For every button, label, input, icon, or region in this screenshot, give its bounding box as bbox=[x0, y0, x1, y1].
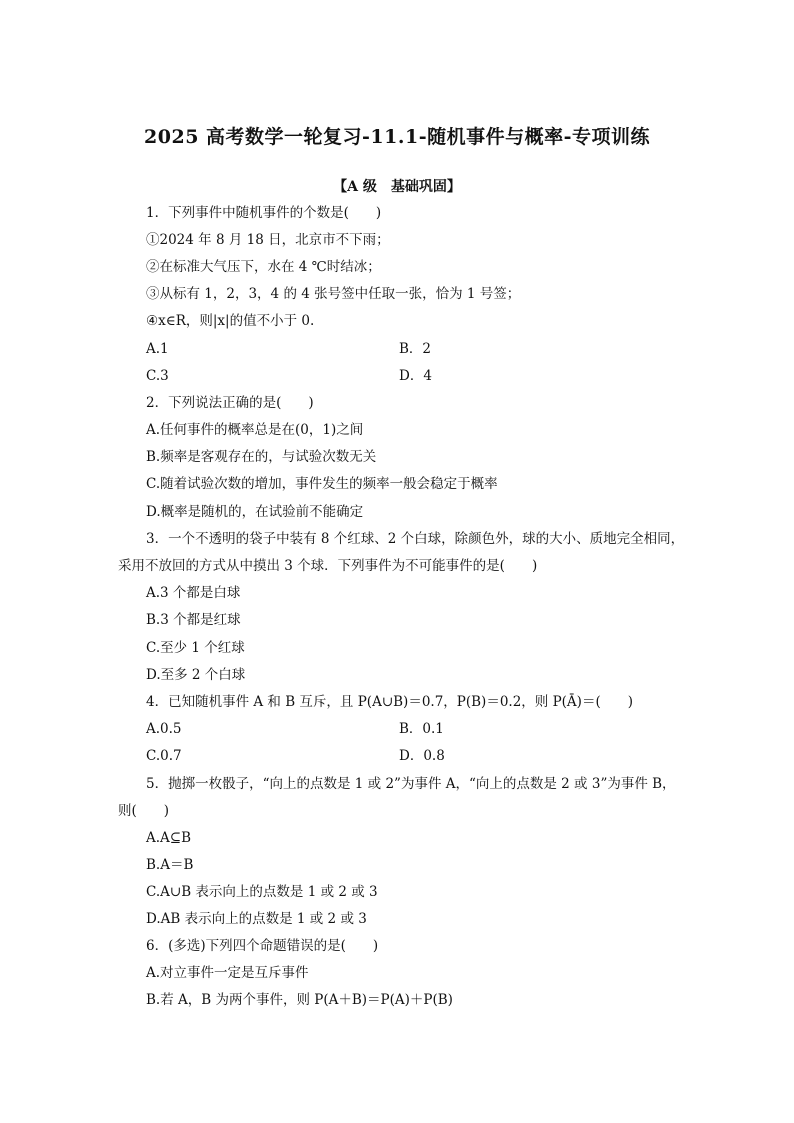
q1-option-a: A.1 bbox=[146, 341, 169, 357]
q4-option-a: A.0.5 bbox=[146, 721, 182, 737]
q3-option-d: D.至多 2 个白球 bbox=[146, 667, 246, 683]
q3-option-c: C.至少 1 个红球 bbox=[146, 640, 245, 656]
q5-option-c: C.A∪B 表示向上的点数是 1 或 2 或 3 bbox=[146, 884, 378, 900]
q4-option-d: D．0.8 bbox=[399, 748, 445, 764]
q1-option-b: B．2 bbox=[399, 341, 432, 357]
q2-stem: 2．下列说法正确的是( ) bbox=[146, 395, 314, 411]
q5-stem-line-1: 5．抛掷一枚骰子，“向上的点数是 1 或 2”为事件 A，“向上的点数是 2 或 3”为事件 B， bbox=[146, 776, 676, 792]
q6-option-a: A.对立事件一定是互斥事件 bbox=[146, 965, 309, 981]
q1-option-c: C.3 bbox=[146, 368, 169, 384]
q4-option-c: C.0.7 bbox=[146, 748, 182, 764]
q2-option-c: C.随着试验次数的增加，事件发生的频率一般会稳定于概率 bbox=[146, 476, 498, 492]
q2-option-b: B.频率是客观存在的，与试验次数无关 bbox=[146, 449, 377, 465]
q2-option-a: A.任何事件的概率总是在(0，1)之间 bbox=[146, 422, 364, 438]
q1-stem: 1．下列事件中随机事件的个数是( ) bbox=[146, 205, 382, 221]
q5-option-d: D.AB 表示向上的点数是 1 或 2 或 3 bbox=[146, 911, 367, 927]
page-title: 2025 高考数学一轮复习-11.1-随机事件与概率-专项训练 bbox=[144, 126, 650, 148]
q6-stem: 6．(多选)下列四个命题错误的是( ) bbox=[146, 938, 379, 954]
q4-stem: 4．已知随机事件 A 和 B 互斥，且 P(A∪B)＝0.7，P(B)＝0.2，则 P(Ā)＝( ) bbox=[146, 694, 633, 710]
q1-item-2: ②在标准大气压下，水在 4 ℃时结冰； bbox=[146, 259, 381, 275]
q5-option-a: A.A⊆B bbox=[146, 830, 192, 846]
q1-option-d: D．4 bbox=[399, 368, 432, 384]
q3-option-b: B.3 个都是红球 bbox=[146, 612, 241, 628]
section-heading: 【A 级 基础巩固】 bbox=[333, 179, 461, 195]
q6-option-b: B.若 A，B 为两个事件，则 P(A＋B)＝P(A)＋P(B) bbox=[146, 992, 453, 1008]
q3-stem-line-2: 采用不放回的方式从中摸出 3 个球．下列事件为不可能事件的是( ) bbox=[118, 558, 538, 574]
q4-option-b: B．0.1 bbox=[399, 721, 444, 737]
q5-option-b: B.A＝B bbox=[146, 857, 194, 873]
q5-stem-line-2: 则( ) bbox=[118, 803, 170, 819]
q1-item-1: ①2024 年 8 月 18 日，北京市不下雨； bbox=[146, 232, 390, 248]
q1-item-3: ③从标有 1，2，3，4 的 4 张号签中任取一张，恰为 1 号签； bbox=[146, 286, 521, 302]
q3-stem-line-1: 3．一个不透明的袋子中装有 8 个红球、2 个白球，除颜色外，球的大小、质地完全相同， bbox=[146, 531, 685, 547]
q2-option-d: D.概率是随机的，在试验前不能确定 bbox=[146, 504, 364, 520]
q1-item-4: ④x∈R，则|x|的值不小于 0. bbox=[146, 313, 315, 329]
q3-option-a: A.3 个都是白球 bbox=[146, 585, 241, 601]
